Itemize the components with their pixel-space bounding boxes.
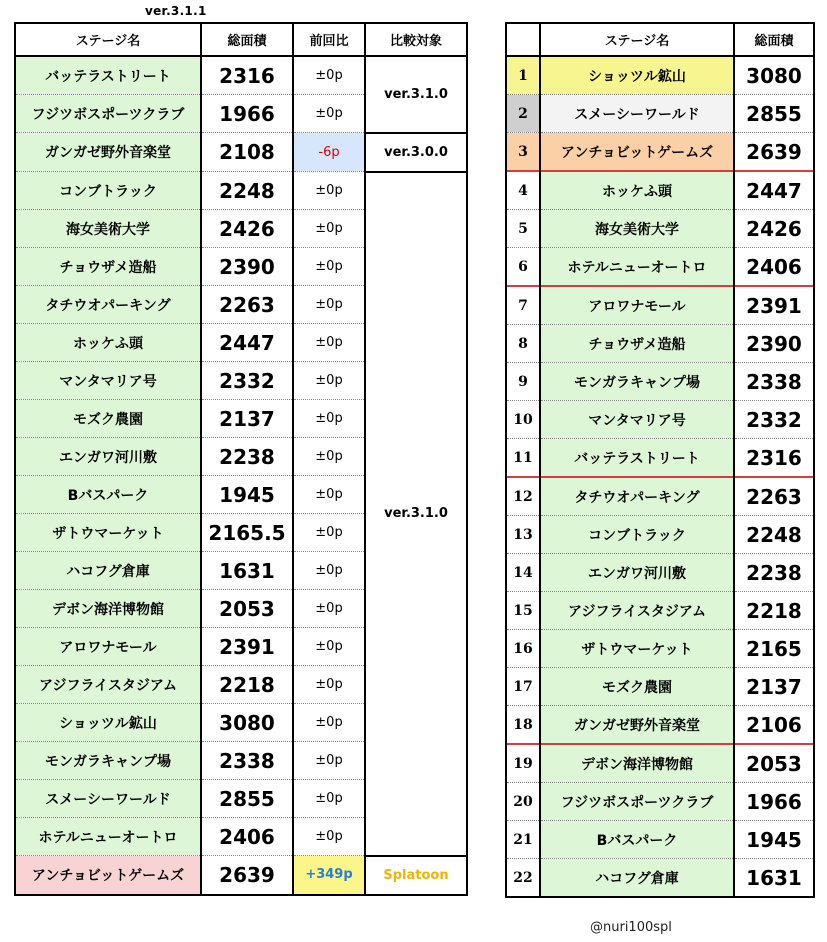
total-area: 2218 [201,666,293,704]
total-area: 2316 [734,439,814,478]
total-area: 2137 [734,668,814,706]
rank-number: 16 [506,630,540,668]
ranking-row [506,439,814,478]
stage-name: モンガラキャンプ場 [15,742,201,780]
stage-name: ザトウマーケット [15,514,201,552]
total-area: 1966 [201,95,293,133]
rank-number: 11 [506,439,540,478]
ranking-row [506,859,814,898]
stage-name: エンガワ河川敷 [540,554,734,592]
ranking-row [506,706,814,745]
previous-diff: ±0p [293,628,365,666]
total-area: 2855 [201,780,293,818]
stage-name: ショッツル鉱山 [540,56,734,95]
previous-diff: ±0p [293,514,365,552]
stage-name: ホテルニューオートロ [540,248,734,287]
rank-number: 13 [506,516,540,554]
stage-name: マンタマリア号 [540,401,734,439]
total-area: 2391 [201,628,293,666]
stage-name: ガンガゼ野外音楽堂 [540,706,734,745]
previous-diff: ±0p [293,666,365,704]
rank-number: 9 [506,363,540,401]
rank-number: 8 [506,325,540,363]
total-area: 2855 [734,95,814,133]
total-area: 2248 [734,516,814,554]
stage-name: アロワナモール [15,628,201,666]
total-area: 1945 [734,821,814,859]
stage-name: ガンガゼ野外音楽堂 [15,133,201,172]
ranking-row [506,630,814,668]
stage-name: アロワナモール [540,286,734,325]
stage-name: ショッツル鉱山 [15,704,201,742]
rank-number: 14 [506,554,540,592]
total-area: 2390 [734,325,814,363]
total-area: 2263 [734,477,814,516]
ranking-row [506,325,814,363]
total-area: 2218 [734,592,814,630]
total-area: 2426 [201,210,293,248]
ranking-row [506,56,814,95]
rank-number: 15 [506,592,540,630]
total-area: 2426 [734,210,814,248]
stage-name: ホテルニューオートロ [15,818,201,856]
table-row [15,56,467,95]
rank-number: 5 [506,210,540,248]
ranking-row [506,286,814,325]
ranking-row [506,668,814,706]
rank-number: 10 [506,401,540,439]
total-area: 1631 [201,552,293,590]
total-area: 3080 [201,704,293,742]
previous-diff: ±0p [293,56,365,95]
total-area: 2238 [734,554,814,592]
stage-name: モンガラキャンプ場 [540,363,734,401]
version-label: ver.3.1.1 [145,4,207,18]
rank-number: 22 [506,859,540,898]
previous-diff: ±0p [293,552,365,590]
ranking-row [506,821,814,859]
stage-name: Bバスパーク [15,476,201,514]
total-area: 2391 [734,286,814,325]
total-area: 2406 [734,248,814,287]
stage-name: デボン海洋博物館 [15,590,201,628]
stage-name: モズク農園 [15,400,201,438]
previous-diff: ±0p [293,324,365,362]
total-area: 2316 [201,56,293,95]
previous-diff: ±0p [293,400,365,438]
ranking-row [506,592,814,630]
compare-target: ver.3.0.0 [365,133,467,172]
stage-name: コンブトラック [15,172,201,210]
stage-name: バッテラストリート [540,439,734,478]
rank-number: 21 [506,821,540,859]
ranking-row [506,363,814,401]
total-area: 2338 [201,742,293,780]
stage-name: アジフライスタジアム [540,592,734,630]
stage-name: タチウオパーキング [540,477,734,516]
stage-name: エンガワ河川敷 [15,438,201,476]
stage-name: アンチョビットゲームズ [540,133,734,172]
total-area: 2248 [201,172,293,210]
stage-name: アンチョビットゲームズ [15,856,201,895]
total-area: 2332 [201,362,293,400]
total-area: 2165 [734,630,814,668]
total-area: 2263 [201,286,293,324]
rank-number: 20 [506,783,540,821]
rank-number: 12 [506,477,540,516]
stage-name: スメーシーワールド [540,95,734,133]
ranking-row [506,401,814,439]
table-row [15,172,467,210]
rank-number: 1 [506,56,540,95]
stage-name: Bバスパーク [540,821,734,859]
previous-diff: ±0p [293,476,365,514]
header-previous-diff: 前回比 [293,23,365,56]
ranking-row [506,554,814,592]
total-area: 2390 [201,248,293,286]
header-stage-name: ステージ名 [540,23,734,56]
header-rank [506,23,540,56]
previous-diff: ±0p [293,780,365,818]
total-area: 2137 [201,400,293,438]
table-row [15,856,467,895]
stage-name: コンブトラック [540,516,734,554]
stage-name: スメーシーワールド [15,780,201,818]
ranking-row [506,477,814,516]
stage-name: ホッケふ頭 [15,324,201,362]
stage-name: チョウザメ造船 [15,248,201,286]
rank-number: 2 [506,95,540,133]
rank-number: 17 [506,668,540,706]
stage-name: バッテラストリート [15,56,201,95]
previous-diff: ±0p [293,704,365,742]
stage-name: ハコフグ倉庫 [540,859,734,898]
stage-name: マンタマリア号 [15,362,201,400]
total-area: 2639 [734,133,814,172]
previous-diff: ±0p [293,95,365,133]
total-area: 2332 [734,401,814,439]
total-area: 2053 [201,590,293,628]
stage-name: チョウザメ造船 [540,325,734,363]
total-area: 2639 [201,856,293,895]
rank-number: 18 [506,706,540,745]
stage-name: ホッケふ頭 [540,171,734,210]
stage-ranking-table [505,22,815,898]
total-area: 1945 [201,476,293,514]
stage-name: ハコフグ倉庫 [15,552,201,590]
stage-name: デボン海洋博物館 [540,744,734,783]
total-area: 1966 [734,783,814,821]
table-header-row [15,23,467,56]
previous-diff: ±0p [293,590,365,628]
rank-number: 7 [506,286,540,325]
ranking-row [506,171,814,210]
previous-diff: ±0p [293,742,365,780]
total-area: 2165.5 [201,514,293,552]
compare-target: Splatoon [365,856,467,895]
previous-diff: ±0p [293,248,365,286]
total-area: 2106 [734,706,814,745]
previous-diff: ±0p [293,818,365,856]
ranking-row [506,95,814,133]
previous-diff: ±0p [293,172,365,210]
header-total-area: 総面積 [201,23,293,56]
rank-number: 6 [506,248,540,287]
stage-name: 海女美術大学 [540,210,734,248]
total-area: 2447 [201,324,293,362]
stage-name: 海女美術大学 [15,210,201,248]
header-compare-target: 比較対象 [365,23,467,56]
previous-diff: ±0p [293,286,365,324]
total-area: 2338 [734,363,814,401]
total-area: 2108 [201,133,293,172]
rank-number: 4 [506,171,540,210]
stage-name: フジツボスポーツクラブ [15,95,201,133]
previous-diff: -6p [293,133,365,172]
header-stage-name: ステージ名 [15,23,201,56]
total-area: 2238 [201,438,293,476]
total-area: 1631 [734,859,814,898]
stage-name: アジフライスタジアム [15,666,201,704]
stage-name: ザトウマーケット [540,630,734,668]
table-row [15,133,467,172]
ranking-header-row [506,23,814,56]
author-handle: @nuri100spl [590,920,672,935]
ranking-row [506,783,814,821]
header-total-area: 総面積 [734,23,814,56]
compare-target: ver.3.1.0 [365,172,467,856]
ranking-row [506,210,814,248]
stage-name: タチウオパーキング [15,286,201,324]
rank-number: 19 [506,744,540,783]
previous-diff: ±0p [293,362,365,400]
ranking-row [506,744,814,783]
previous-diff: ±0p [293,210,365,248]
rank-number: 3 [506,133,540,172]
stage-name: モズク農園 [540,668,734,706]
previous-diff: ±0p [293,438,365,476]
total-area: 2447 [734,171,814,210]
ranking-row [506,133,814,172]
total-area: 2406 [201,818,293,856]
stage-area-table [14,22,468,896]
ranking-row [506,516,814,554]
stage-name: フジツボスポーツクラブ [540,783,734,821]
total-area: 2053 [734,744,814,783]
ranking-row [506,248,814,287]
previous-diff: +349p [293,856,365,895]
total-area: 3080 [734,56,814,95]
compare-target: ver.3.1.0 [365,56,467,133]
